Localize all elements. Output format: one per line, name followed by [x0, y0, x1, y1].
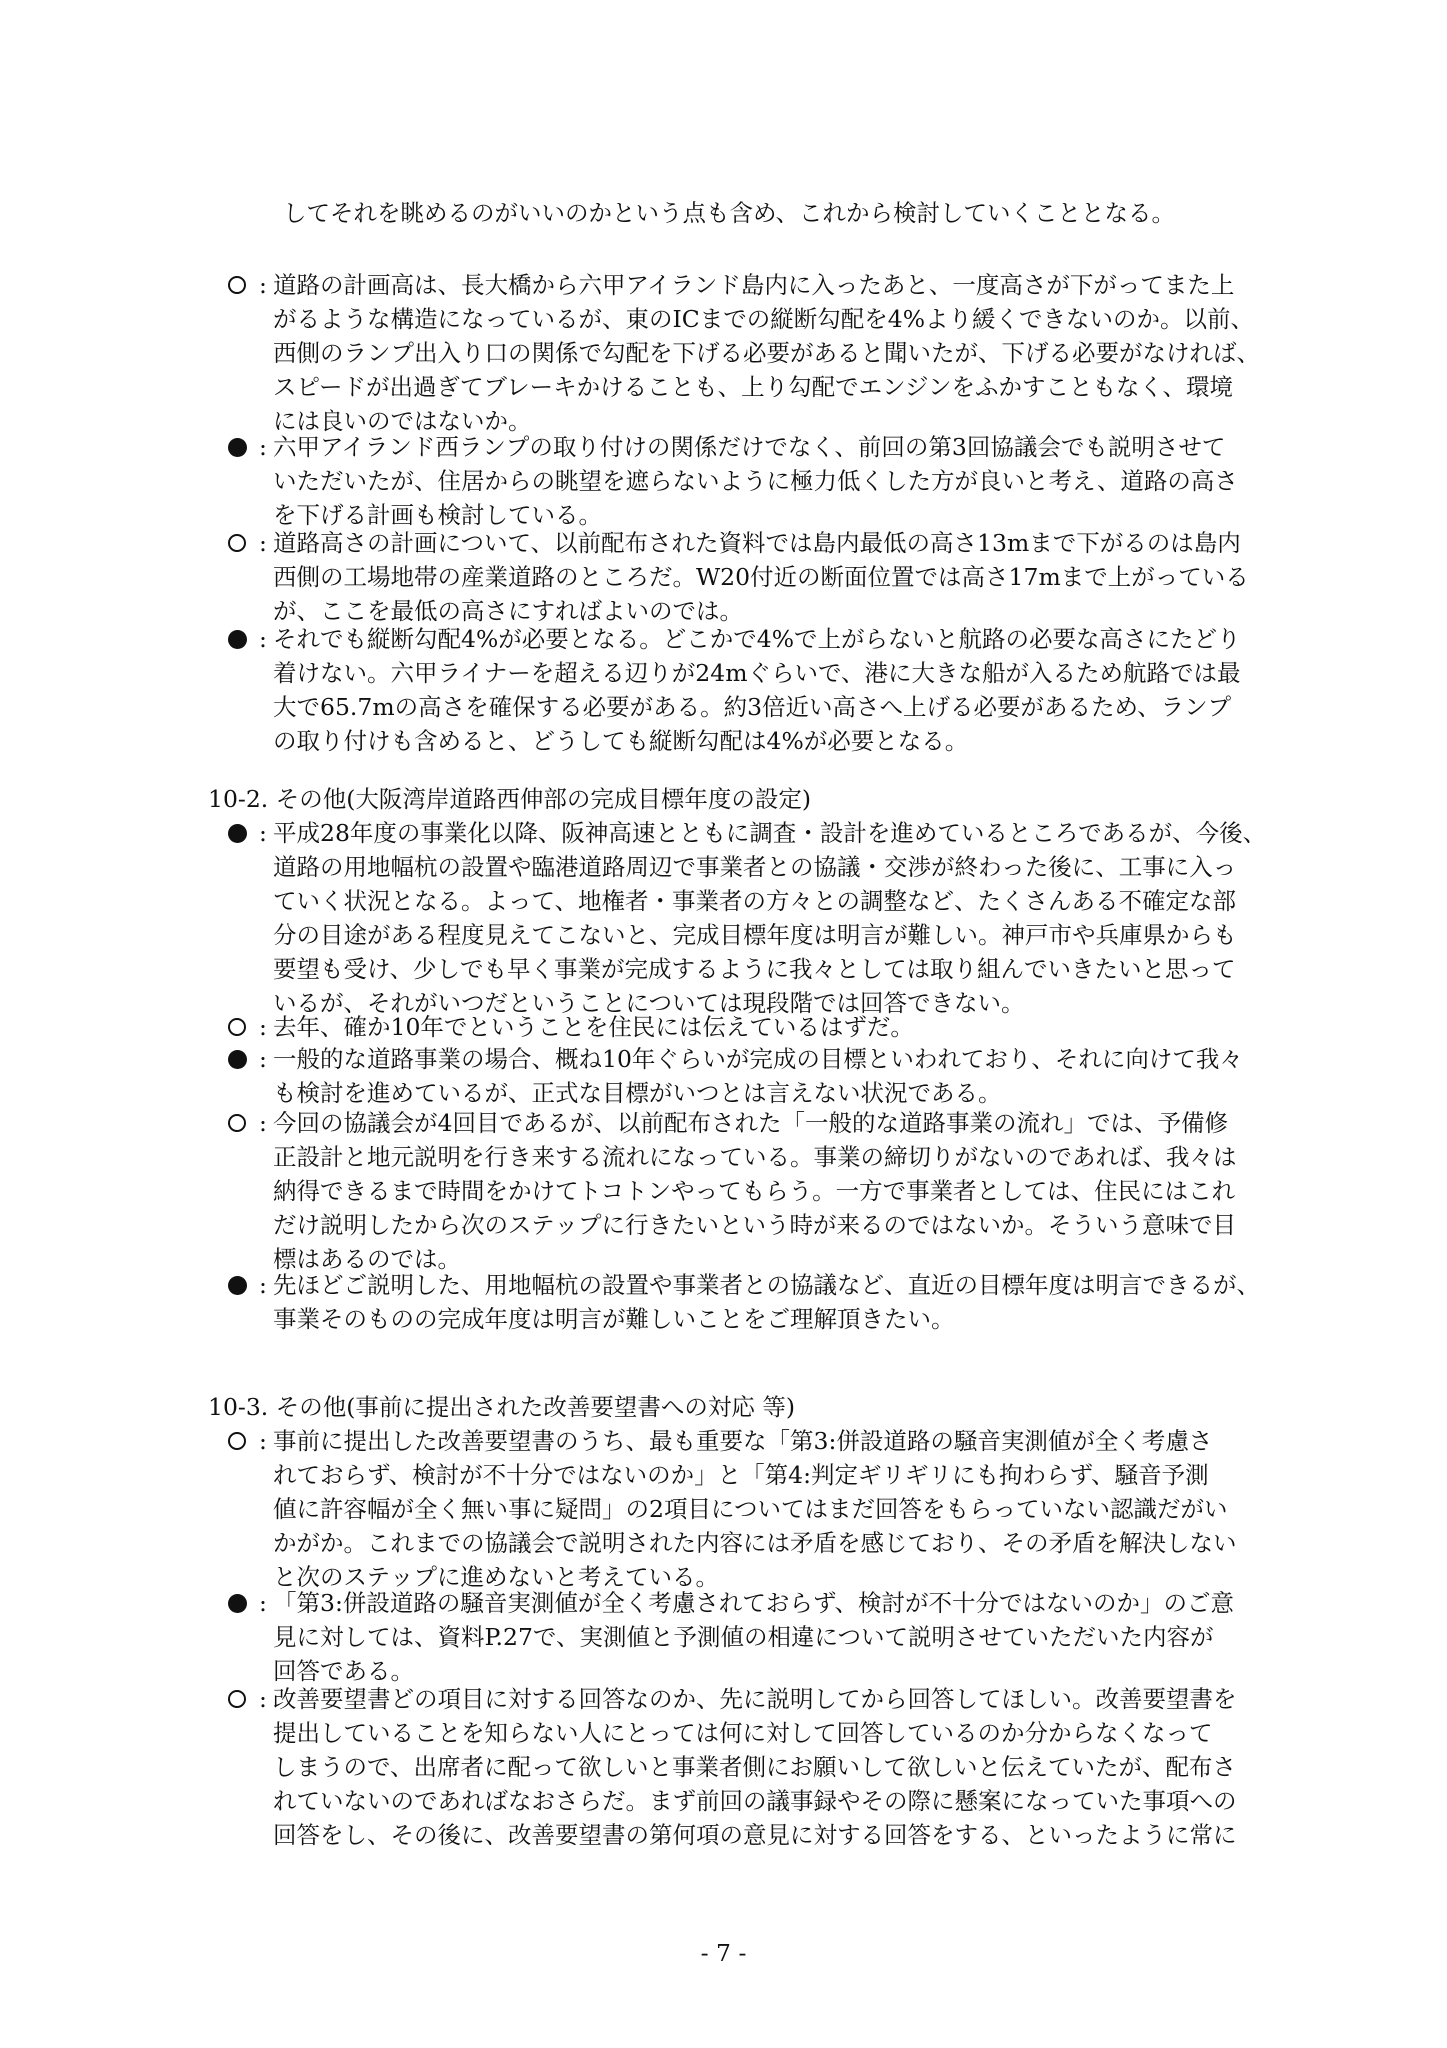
text-line: 先ほどご説明した、用地幅杭の設置や事業者との協議など、直近の目標年度は明言できるが、: [273, 1271, 1260, 1299]
colon: :: [259, 625, 267, 653]
text-line: れておらず、検討が不十分ではないのか」と「第4:判定ギリギリにも拘わらず、騒音予測: [273, 1461, 1209, 1489]
text-line: 回答をし、その後に、改善要望書の第何項の意見に対する回答をする、といったように常に: [273, 1821, 1237, 1849]
text-line: が、ここを最低の高さにすればよいのでは。: [273, 597, 743, 625]
qa-text: [273, 816, 1266, 1020]
continuation-line: してそれを眺めるのがいいのかという点も含め、これから検討していくこととなる。: [283, 199, 1176, 227]
open-circle-icon: [228, 276, 246, 294]
text-line: いるが、それがいつだということについては現段階では回答できない。: [273, 989, 1025, 1017]
text-line: 一般的な道路事業の場合、概ね10年ぐらいが完成の目標といわれており、それに向けて我々: [273, 1045, 1243, 1073]
open-circle-icon: [228, 1018, 246, 1036]
text-line: 納得できるまで時間をかけてトコトンやってもらう。一方で事業者としては、住民にはこれ: [273, 1177, 1236, 1205]
qa-text: [273, 1424, 1258, 1594]
text-line: 平成28年度の事業化以降、阪神高速とともに調査・設計を進めているところであるが、今後、: [273, 819, 1267, 847]
qa-entry-b4: [228, 1268, 1258, 1336]
text-line: 回答である。: [273, 1657, 414, 1685]
colon: :: [259, 1109, 267, 1137]
text-line: 要望も受け、少しでも早く事業が完成するように我々としては取り組んでいきたいと思って: [273, 955, 1236, 983]
speaker-marker: [228, 1042, 253, 1076]
text-line: 正設計と地元説明を行き来する流れになっている。事業の締切りがないのであれば、我々は: [273, 1143, 1237, 1171]
speaker-marker: [228, 816, 253, 850]
filled-circle-icon: [228, 438, 247, 457]
filled-circle-icon: [228, 824, 247, 843]
colon: :: [259, 1685, 267, 1713]
qa-entry-c0: [228, 1424, 1258, 1594]
qa-text: [273, 526, 1258, 628]
qa-text: [273, 1682, 1258, 1852]
text-line: ていく状況となる。よって、地権者・事業者の方々との調整など、たくさんある不確定な部: [273, 887, 1237, 915]
filled-circle-icon: [228, 1050, 247, 1069]
open-circle-icon: [228, 1114, 246, 1132]
qa-entry-b2: [228, 1042, 1258, 1110]
qa-text: [273, 430, 1258, 532]
text-line: しまうので、出席者に配って欲しいと事業者側にお願いして欲しいと伝えていたが、配布さ: [273, 1753, 1237, 1781]
text-line: 分の目途がある程度見えてこないと、完成目標年度は明言が難しい。神戸市や兵庫県からも: [273, 921, 1237, 949]
colon: :: [259, 1427, 267, 1455]
text-line: 事前に提出した改善要望書のうち、最も重要な「第3:併設道路の騒音実測値が全く考慮さ: [273, 1427, 1213, 1455]
text-line: 西側の工場地帯の産業道路のところだ。W20付近の断面位置では高さ17mまで上がっている: [273, 563, 1249, 591]
open-circle-icon: [228, 534, 246, 552]
qa-entry-a0: [228, 268, 1258, 438]
text-line: 道路高さの計画について、以前配布された資料では島内最低の高さ13mまで下がるのは島内: [273, 529, 1241, 557]
text-line: 提出していることを知らない人にとっては何に対して回答しているのか分からなくなって: [273, 1719, 1213, 1747]
text-line: がるような構造になっているが、東のICまでの縦断勾配を4%より緩くできないのか。以前、: [273, 305, 1255, 333]
qa-entry-a2: [228, 526, 1258, 628]
qa-entry-b3: [228, 1106, 1258, 1276]
text-line: いただいたが、住居からの眺望を遮らないように極力低くした方が良いと考え、道路の高さ: [273, 467, 1238, 495]
colon: :: [259, 1045, 267, 1073]
text-line: それでも縦断勾配4%が必要となる。どこかで4%で上がらないと航路の必要な高さにたどり: [273, 625, 1241, 653]
filled-circle-icon: [228, 1594, 247, 1613]
text-line: スピードが出過ぎてブレーキかけることも、上り勾配でエンジンをふかすこともなく、環境: [273, 373, 1233, 401]
colon: :: [259, 1271, 267, 1299]
filled-circle-icon: [228, 630, 247, 649]
text-line: を下げる計画も検討している。: [273, 501, 602, 529]
speaker-marker: [228, 622, 253, 656]
text-line: 道路の用地幅杭の設置や臨港道路周辺で事業者との協議・交渉が終わった後に、工事に入っ: [273, 853, 1237, 881]
open-circle-icon: [228, 1432, 246, 1450]
text-line: 改善要望書どの項目に対する回答なのか、先に説明してから回答してほしい。改善要望書を: [273, 1685, 1237, 1713]
colon: :: [259, 1589, 267, 1617]
speaker-marker: [228, 268, 253, 302]
speaker-marker: [228, 526, 253, 560]
text-line: 値に許容幅が全く無い事に疑問」の2項目についてはまだ回答をもらっていない認識だがい: [273, 1495, 1228, 1523]
speaker-marker: [228, 1010, 253, 1044]
text-line: 着けない。六甲ライナーを超える辺りが24mぐらいで、港に大きな船が入るため航路では最: [273, 659, 1241, 687]
text-line: れていないのであればなおさらだ。まず前回の議事録やその際に懸案になっていた事項への: [273, 1787, 1237, 1815]
text-line: も検討を進めているが、正式な目標がいつとは言えない状況である。: [273, 1079, 1002, 1107]
text-line: の取り付けも含めると、どうしても縦断勾配は4%が必要となる。: [273, 727, 969, 755]
text-line: 「第3:併設道路の騒音実測値が全く考慮されておらず、検討が不十分ではないのか」のご意: [273, 1589, 1234, 1617]
text-line: 西側のランプ出入り口の関係で勾配を下げる必要があると聞いたが、下げる必要がなければ、: [273, 339, 1260, 367]
colon: :: [259, 1013, 267, 1041]
qa-entry-c1: [228, 1586, 1258, 1688]
text-line: と次のステップに進めないと考えている。: [273, 1563, 720, 1591]
speaker-marker: [228, 1586, 253, 1620]
text-line: 見に対しては、資料P.27で、実測値と予測値の相違について説明させていただいた内容が: [273, 1623, 1214, 1651]
qa-entry-c2: [228, 1682, 1258, 1852]
text-line: 標はあるのでは。: [273, 1245, 461, 1273]
colon: :: [259, 819, 267, 847]
qa-text: [273, 1586, 1258, 1688]
qa-entry-a3: [228, 622, 1258, 758]
text-line: 六甲アイランド西ランプの取り付けの関係だけでなく、前回の第3回協議会でも説明させて: [273, 433, 1226, 461]
text-line: 今回の協議会が4回目であるが、以前配布された「一般的な道路事業の流れ」では、予備修: [273, 1109, 1228, 1137]
open-circle-icon: [228, 1690, 246, 1708]
section-heading-10-2: 10-2. その他(大阪湾岸道路西伸部の完成目標年度の設定): [208, 785, 812, 813]
text-line: には良いのではないか。: [273, 407, 532, 435]
qa-text: [273, 622, 1258, 758]
qa-entry-a1: [228, 430, 1258, 532]
colon: :: [259, 529, 267, 557]
qa-text: [273, 1106, 1258, 1276]
speaker-marker: [228, 1424, 253, 1458]
section-heading-10-3: 10-3. その他(事前に提出された改善要望書への対応 等): [208, 1393, 796, 1421]
qa-entry-b0: [228, 816, 1267, 1020]
text-line: 事業そのものの完成年度は明言が難しいことをご理解頂きたい。: [273, 1305, 955, 1333]
colon: :: [259, 433, 267, 461]
speaker-marker: [228, 430, 253, 464]
qa-text: [273, 1010, 1258, 1044]
qa-text: [273, 268, 1260, 438]
page-number: - 7 -: [700, 1939, 747, 1967]
qa-entry-b1: [228, 1010, 1258, 1044]
speaker-marker: [228, 1682, 253, 1716]
speaker-marker: [228, 1106, 253, 1140]
qa-text: [273, 1042, 1258, 1110]
text-line: 去年、確か10年でということを住民には伝えているはずだ。: [273, 1013, 914, 1041]
text-line: 大で65.7mの高さを確保する必要がある。約3倍近い高さへ上げる必要があるため、ランプ: [273, 693, 1232, 721]
qa-text: [273, 1268, 1260, 1336]
text-line: かがか。これまでの協議会で説明された内容には矛盾を感じており、その矛盾を解決しない: [273, 1529, 1237, 1557]
text-line: だけ説明したから次のステップに行きたいという時が来るのではないか。そういう意味で目: [273, 1211, 1237, 1239]
colon: :: [259, 271, 267, 299]
text-line: 道路の計画高は、長大橋から六甲アイランド島内に入ったあと、一度高さが下がってまた上: [273, 271, 1235, 299]
filled-circle-icon: [228, 1276, 247, 1295]
speaker-marker: [228, 1268, 253, 1302]
